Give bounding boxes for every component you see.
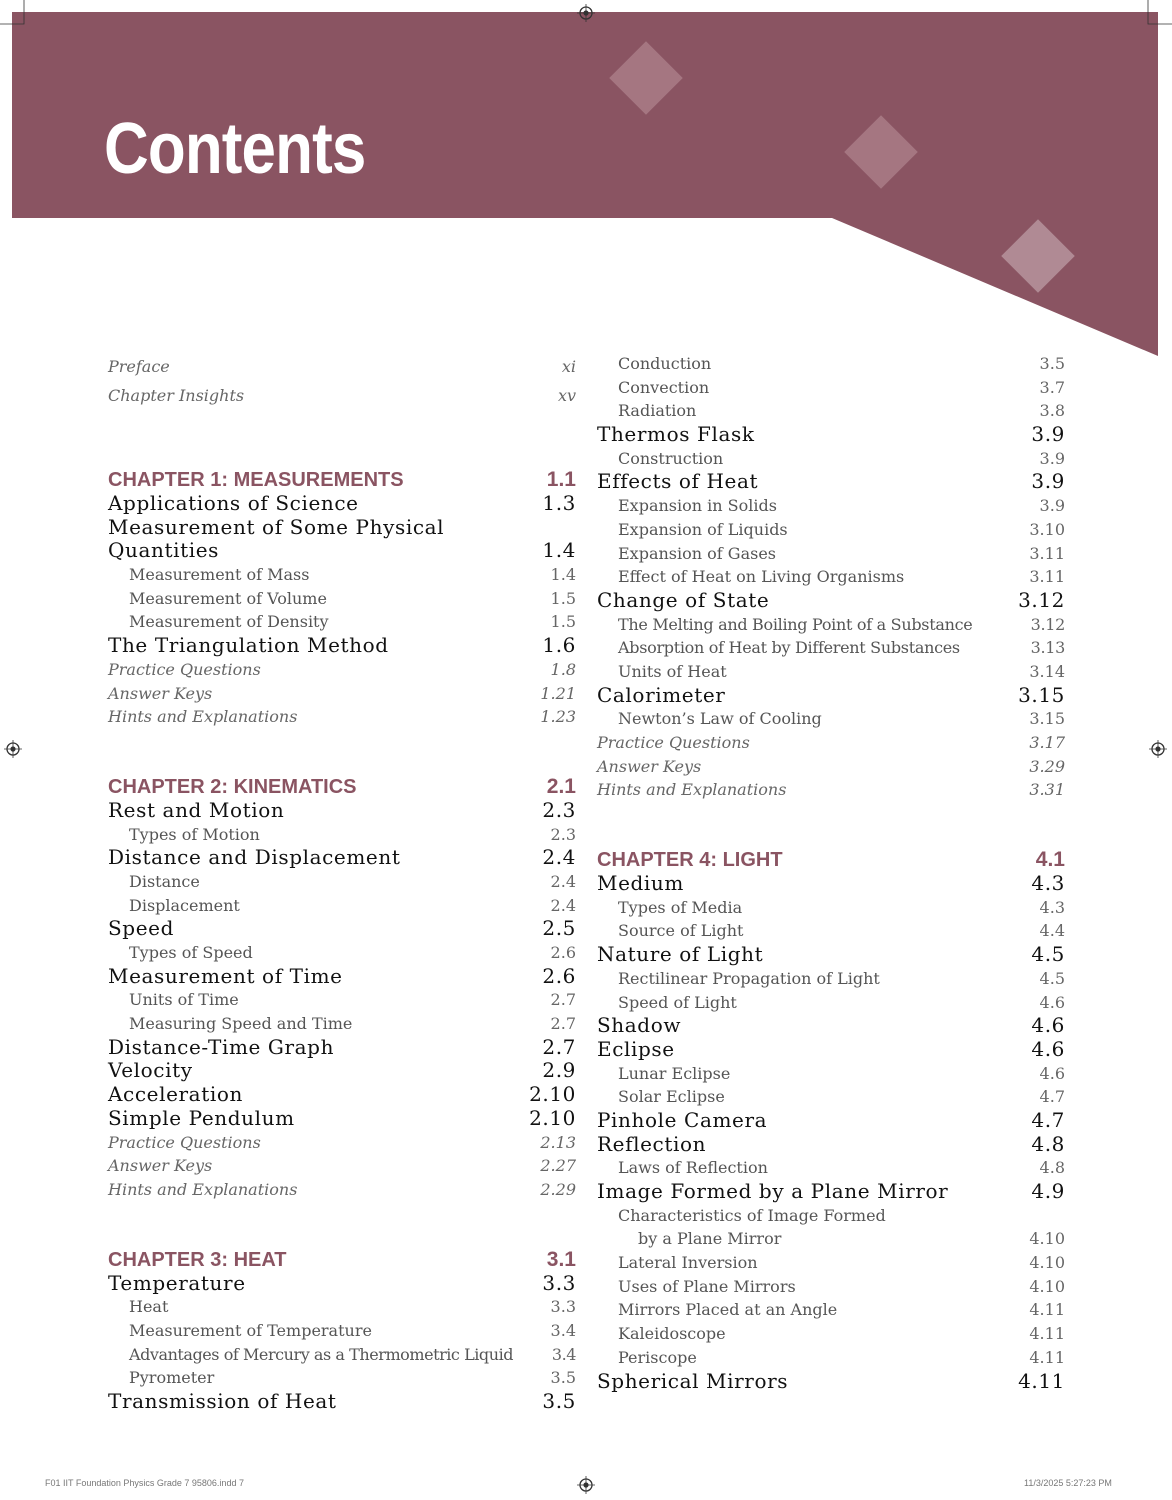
toc-section[interactable]: Pinhole Camera 4.7: [597, 1107, 1065, 1132]
toc-subsection[interactable]: Expansion in Solids 3.9: [618, 496, 1065, 516]
toc-subsection[interactable]: Effect of Heat on Living Organisms 3.11: [618, 567, 1065, 587]
toc-section[interactable]: Speed 2.5: [108, 916, 576, 941]
toc-subsection[interactable]: Measurement of Volume 1.5: [129, 588, 576, 608]
footer-file-slug: F01 IIT Foundation Physics Grade 7 95806.indd 7: [45, 1478, 244, 1488]
toc-subsection[interactable]: Speed of Light 4.6: [618, 992, 1065, 1012]
page-title: Contents: [104, 109, 366, 189]
toc-subsection[interactable]: Kaleidoscope 4.11: [618, 1324, 1065, 1344]
toc-subsection[interactable]: Convection 3.7: [618, 377, 1065, 397]
toc-section[interactable]: Measurement of Time 2.6: [108, 963, 576, 988]
toc-section[interactable]: Applications of Science 1.3: [108, 491, 576, 515]
toc-subsection[interactable]: Advantages of Mercury as a Thermometric Liquid 3.4: [129, 1344, 576, 1364]
toc-section[interactable]: Transmission of Heat 3.5: [108, 1389, 576, 1413]
toc-section[interactable]: Rest and Motion 2.3: [108, 797, 576, 822]
toc-subsection[interactable]: Measurement of Mass 1.4: [129, 565, 576, 585]
toc-section[interactable]: Quantities 1.4: [108, 538, 576, 563]
toc-subsection[interactable]: Laws of Reflection 4.8: [618, 1158, 1065, 1178]
toc-section[interactable]: Eclipse 4.6: [597, 1036, 1065, 1061]
toc-subsection[interactable]: Lateral Inversion 4.10: [618, 1253, 1065, 1273]
toc-subsection[interactable]: Heat 3.3: [129, 1297, 576, 1317]
toc-subsection[interactable]: Radiation 3.8: [618, 401, 1065, 421]
toc-subsection[interactable]: Conduction 3.5: [618, 354, 1065, 373]
toc-subsection[interactable]: The Melting and Boiling Point of a Substance 3.12: [618, 614, 1065, 634]
toc-section[interactable]: Image Formed by a Plane Mirror 4.9: [597, 1179, 1065, 1203]
toc-entry-practice[interactable]: Practice Questions 2.13: [108, 1132, 576, 1152]
toc-subsection[interactable]: Newton’s Law of Cooling 3.15: [618, 709, 1065, 729]
toc-subsection[interactable]: Absorption of Heat by Different Substances 3.13: [618, 638, 1065, 658]
registration-mark-icon: [4, 740, 22, 758]
toc-subsection[interactable]: Expansion of Liquids 3.10: [618, 519, 1065, 539]
toc-chapter-heading[interactable]: CHAPTER 1: MEASUREMENTS 1.1: [108, 468, 576, 491]
toc-section[interactable]: Calorimeter 3.15: [597, 682, 1065, 707]
toc-chapter-heading[interactable]: CHAPTER 4: LIGHT 4.1: [597, 848, 1065, 872]
toc-section[interactable]: Shadow 4.6: [597, 1013, 1065, 1038]
toc-section[interactable]: Medium 4.3: [597, 871, 1065, 896]
toc-subsection[interactable]: Characteristics of Image Formed: [618, 1205, 886, 1225]
toc-subsection[interactable]: Measurement of Density 1.5: [129, 612, 576, 632]
toc-entry-hints[interactable]: Hints and Explanations 1.23: [108, 707, 576, 727]
toc-section[interactable]: Spherical Mirrors 4.11: [597, 1368, 1065, 1393]
toc-chapter-heading[interactable]: CHAPTER 3: HEAT 3.1: [108, 1247, 576, 1271]
toc-subsection[interactable]: Lunar Eclipse 4.6: [618, 1063, 1065, 1083]
toc-subsection[interactable]: Units of Time 2.7: [129, 990, 576, 1010]
toc-section[interactable]: Distance and Displacement 2.4: [108, 845, 576, 870]
toc-section[interactable]: Reflection 4.8: [597, 1131, 1065, 1156]
toc-section[interactable]: Nature of Light 4.5: [597, 942, 1065, 967]
toc-section[interactable]: Simple Pendulum 2.10: [108, 1105, 576, 1130]
toc-subsection[interactable]: Types of Media 4.3: [618, 897, 1065, 917]
toc-subsection[interactable]: Uses of Plane Mirrors 4.10: [618, 1276, 1065, 1296]
header-banner: [0, 0, 1172, 360]
toc-subsection[interactable]: Units of Heat 3.14: [618, 661, 1065, 681]
toc-right-column: [597, 352, 1065, 1393]
toc-section[interactable]: Change of State 3.12: [597, 587, 1065, 612]
toc-section[interactable]: Measurement of Some Physical: [108, 514, 445, 539]
toc-entry-answers[interactable]: Answer Keys 2.27: [108, 1156, 576, 1176]
toc-section[interactable]: Velocity 2.9: [108, 1058, 576, 1083]
toc-subsection[interactable]: Measurement of Temperature 3.4: [129, 1320, 576, 1340]
toc-subsection[interactable]: Types of Speed 2.6: [129, 943, 576, 962]
toc-subsection[interactable]: Source of Light 4.4: [618, 921, 1065, 941]
toc-entry-hints[interactable]: Hints and Explanations 3.31: [597, 780, 1065, 800]
toc-entry-answers[interactable]: Answer Keys 3.29: [597, 756, 1065, 776]
toc-section[interactable]: Temperature 3.3: [108, 1270, 576, 1295]
registration-mark-icon: [1149, 740, 1167, 758]
toc-entry-practice[interactable]: Practice Questions 3.17: [597, 733, 1065, 752]
toc-entry-practice[interactable]: Practice Questions 1.8: [108, 659, 576, 679]
toc-subsection[interactable]: Measuring Speed and Time 2.7: [129, 1014, 576, 1034]
registration-mark-icon: [577, 1476, 595, 1494]
registration-mark-icon: [577, 4, 595, 22]
toc-entry-preface[interactable]: Preface xi: [108, 357, 576, 376]
toc-subsection[interactable]: Pyrometer 3.5: [129, 1368, 576, 1388]
toc-subsection[interactable]: Types of Motion 2.3: [129, 824, 576, 844]
toc-subsection[interactable]: by a Plane Mirror 4.10: [638, 1229, 1065, 1249]
toc-entry-chapter-insights[interactable]: Chapter Insights xv: [108, 386, 576, 405]
toc-subsection[interactable]: Distance 2.4: [129, 871, 576, 891]
toc-subsection[interactable]: Construction 3.9: [618, 448, 1065, 468]
toc-subsection[interactable]: Displacement 2.4: [129, 895, 576, 915]
toc-section[interactable]: Distance-Time Graph 2.7: [108, 1034, 576, 1059]
toc-section[interactable]: Thermos Flask 3.9: [597, 422, 1065, 447]
toc-entry-answers[interactable]: Answer Keys 1.21: [108, 683, 576, 703]
toc-subsection[interactable]: Rectilinear Propagation of Light 4.5: [618, 968, 1065, 988]
toc-section[interactable]: The Triangulation Method 1.6: [108, 633, 576, 658]
footer-timestamp: 11/3/2025 5:27:23 PM: [1024, 1478, 1112, 1488]
toc-section[interactable]: Acceleration 2.10: [108, 1082, 576, 1107]
toc-section[interactable]: Effects of Heat 3.9: [597, 469, 1065, 494]
toc-subsection[interactable]: Periscope 4.11: [618, 1347, 1065, 1367]
toc-subsection[interactable]: Mirrors Placed at an Angle 4.11: [618, 1300, 1065, 1320]
toc-entry-hints[interactable]: Hints and Explanations 2.29: [108, 1179, 576, 1199]
toc-chapter-heading[interactable]: CHAPTER 2: KINEMATICS 2.1: [108, 774, 576, 798]
toc-left-column: [108, 352, 576, 1414]
toc-subsection[interactable]: Solar Eclipse 4.7: [618, 1087, 1065, 1107]
toc-subsection[interactable]: Expansion of Gases 3.11: [618, 543, 1065, 563]
